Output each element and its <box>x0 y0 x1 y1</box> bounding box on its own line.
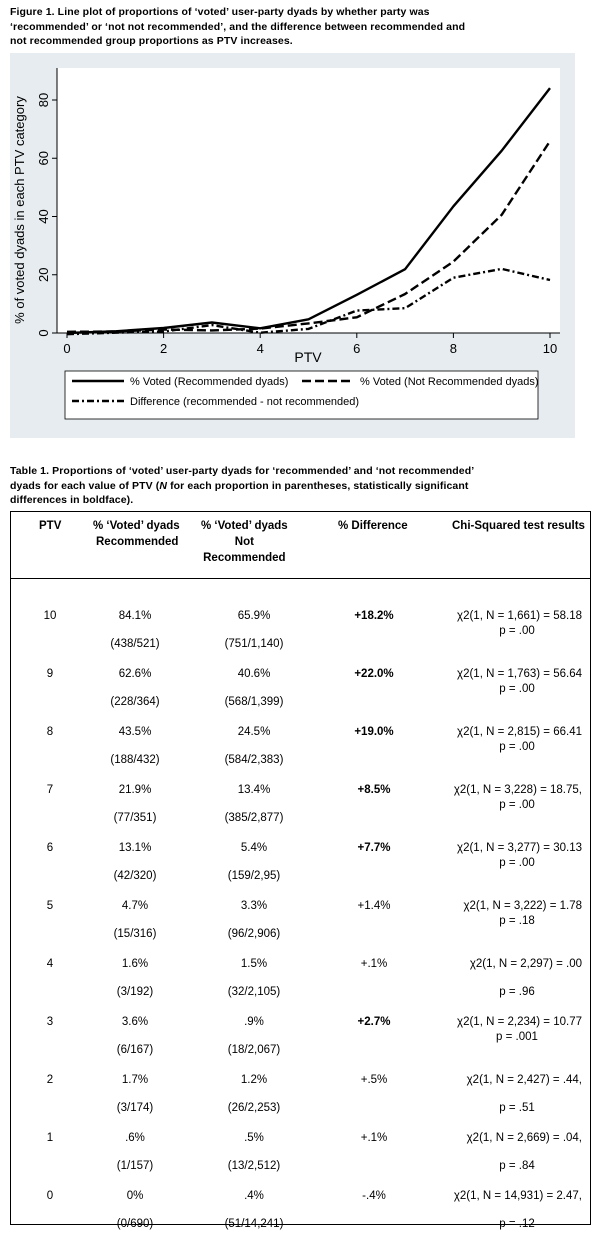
cell-rec-n: (438/521) <box>110 638 160 650</box>
chi-squared-result <box>412 783 582 813</box>
header-chi-squared: Chi-Squared test results <box>452 520 585 532</box>
chi-squared-statistic: χ2(1, N = 2,669) = .04, <box>466 1132 582 1144</box>
cell-notrec: 1.2% <box>240 1074 268 1086</box>
cell-notrec: 5.4% <box>240 842 268 854</box>
cell-diff: -.4% <box>362 1190 386 1202</box>
x-tick-label: 10 <box>542 341 558 356</box>
p-value: p = .12 <box>499 1218 535 1230</box>
y-tick-label: 80 <box>36 92 51 108</box>
cell-diff: +22.0% <box>354 668 394 680</box>
x-tick-label: 0 <box>63 341 71 356</box>
cell-diff: +8.5% <box>357 784 391 796</box>
cell-ptv: 4 <box>46 958 54 970</box>
cell-rec: 43.5% <box>118 726 152 738</box>
chi-squared-statistic: χ2(1, N = 2,234) = 10.77 <box>457 1016 582 1028</box>
cell-rec: 3.6% <box>121 1016 149 1028</box>
chi-squared-result <box>412 841 582 871</box>
y-ticks <box>36 93 57 337</box>
x-tick-label: 8 <box>449 341 458 356</box>
cell-notrec-n: (96/2,906) <box>227 928 281 940</box>
chi-squared-statistic: χ2(1, N = 2,427) = .44, <box>466 1074 582 1086</box>
cell-rec-n: (3/192) <box>116 986 154 998</box>
cell-ptv: 0 <box>46 1190 54 1202</box>
chi-squared-statistic: χ2(1, N = 2,297) = .00 <box>469 958 582 970</box>
y-tick-label: 40 <box>36 209 51 224</box>
chi-squared-statistic: χ2(1, N = 3,277) = 30.13 <box>457 842 582 854</box>
cell-ptv: 6 <box>46 842 54 854</box>
header-notrec-line3: Recommended <box>203 552 286 564</box>
cell-rec-n: (1/157) <box>116 1160 154 1172</box>
p-value: p = .00 <box>499 683 535 695</box>
line-chart <box>10 53 575 438</box>
table-caption <box>10 464 475 508</box>
y-axis-label: % of voted dyads in each PTV category <box>12 96 27 324</box>
figure-caption <box>10 5 475 49</box>
chi-squared-result <box>412 1015 582 1045</box>
cell-notrec-n: (584/2,383) <box>224 754 284 766</box>
cell-diff: +1.4% <box>357 900 391 912</box>
cell-rec: 62.6% <box>118 668 152 680</box>
cell-rec-n: (0/690) <box>116 1218 154 1230</box>
chi-squared-statistic: χ2(1, N = 1,661) = 58.18 <box>457 610 582 622</box>
cell-rec-n: (228/364) <box>110 696 160 708</box>
cell-rec: 1.7% <box>121 1074 149 1086</box>
cell-notrec: .4% <box>244 1190 264 1202</box>
cell-ptv: 1 <box>46 1132 54 1144</box>
cell-diff: +.1% <box>360 1132 388 1144</box>
cell-notrec: .5% <box>244 1132 264 1144</box>
x-tick-label: 6 <box>353 341 361 356</box>
cell-rec: 21.9% <box>118 784 152 796</box>
cell-rec-n: (15/316) <box>113 928 157 940</box>
header-notrec-line1: % ‘Voted’ dyads <box>201 520 288 532</box>
cell-ptv: 3 <box>46 1016 54 1028</box>
chi-squared-result <box>412 667 582 697</box>
p-value: p = .00 <box>499 857 535 869</box>
x-tick-label: 2 <box>159 341 168 356</box>
cell-ptv: 2 <box>46 1074 54 1086</box>
p-value: p = .001 <box>496 1031 538 1043</box>
table-caption-n-symbol: N <box>159 479 168 492</box>
cell-notrec: 40.6% <box>237 668 271 680</box>
cell-notrec-n: (568/1,399) <box>224 696 284 708</box>
header-recommended-line2: Recommended <box>96 536 179 548</box>
cell-notrec-n: (26/2,253) <box>227 1102 281 1114</box>
chi-squared-result <box>412 1073 582 1116</box>
legend <box>65 371 539 419</box>
results-table <box>10 511 591 1230</box>
chi-squared-result <box>412 1131 582 1174</box>
cell-diff: +19.0% <box>354 726 394 738</box>
header-rule <box>11 578 590 579</box>
cell-ptv: 7 <box>46 784 54 796</box>
cell-rec-n: (3/174) <box>116 1102 154 1114</box>
p-value: p = .00 <box>499 625 535 637</box>
cell-notrec: 13.4% <box>237 784 271 796</box>
p-value: p = .84 <box>499 1160 535 1172</box>
header-ptv: PTV <box>39 520 62 532</box>
y-tick-label: 0 <box>36 329 51 337</box>
cell-ptv: 8 <box>46 726 54 738</box>
cell-ptv: 10 <box>43 610 57 622</box>
cell-notrec-n: (18/2,067) <box>227 1044 281 1056</box>
cell-notrec-n: (51/14,241) <box>224 1218 284 1230</box>
cell-notrec: 1.5% <box>240 958 268 970</box>
header-notrec-line2: Not <box>234 536 254 548</box>
y-tick-label: 20 <box>36 267 51 282</box>
legend-label-0: % Voted (Recommended dyads) <box>130 376 289 388</box>
chi-squared-statistic: χ2(1, N = 3,222) = 1.78 <box>463 900 582 912</box>
p-value: p = .51 <box>499 1102 535 1114</box>
cell-notrec: 3.3% <box>240 900 268 912</box>
cell-diff: +7.7% <box>357 842 391 854</box>
cell-diff: +.5% <box>360 1074 388 1086</box>
chi-squared-statistic: χ2(1, N = 3,228) = 18.75, <box>453 784 582 796</box>
cell-diff: +2.7% <box>357 1016 391 1028</box>
header-recommended <box>93 518 180 550</box>
header-recommended-line1: % ‘Voted’ dyads <box>93 520 180 532</box>
p-value: p = .00 <box>499 741 535 753</box>
cell-rec: 13.1% <box>118 842 152 854</box>
x-axis-label: PTV <box>294 349 322 365</box>
chi-squared-result <box>412 957 582 1000</box>
chi-squared-result <box>412 1189 582 1232</box>
cell-rec-n: (188/432) <box>110 754 160 766</box>
figure-panel <box>10 53 575 438</box>
y-tick-label: 60 <box>36 151 51 166</box>
figure-caption-text: Figure 1. Line plot of proportions of ‘voted’ user-party dyads by whether party was ‘recommended’ or ‘not not recommended’, and the difference between recommended and not recommended group proportions as PTV increases. <box>10 6 466 47</box>
cell-ptv: 5 <box>46 900 54 912</box>
cell-notrec: 65.9% <box>237 610 271 622</box>
cell-rec-n: (6/167) <box>116 1044 154 1056</box>
plot-area <box>57 68 560 333</box>
cell-diff: +.1% <box>360 958 388 970</box>
header-not-recommended <box>201 518 288 566</box>
cell-rec-n: (42/320) <box>113 870 157 882</box>
p-value: p = .00 <box>499 799 535 811</box>
cell-rec: 0% <box>126 1190 144 1202</box>
cell-notrec-n: (751/1,140) <box>224 638 284 650</box>
cell-rec: 4.7% <box>121 900 149 912</box>
header-difference: % Difference <box>338 520 408 532</box>
cell-notrec-n: (159/2,95) <box>227 870 281 882</box>
p-value: p = .18 <box>499 915 535 927</box>
cell-notrec: 24.5% <box>237 726 271 738</box>
table-caption-part2: for each proportion in parentheses, statistically significant differences in boldface). <box>10 479 469 506</box>
cell-notrec: .9% <box>244 1016 264 1028</box>
cell-notrec-n: (13/2,512) <box>227 1160 281 1172</box>
cell-notrec-n: (385/2,877) <box>224 812 284 824</box>
legend-label-1: % Voted (Not Recommended dyads) <box>360 376 539 388</box>
cell-rec-n: (77/351) <box>113 812 157 824</box>
cell-rec: .6% <box>125 1132 145 1144</box>
cell-rec: 84.1% <box>118 610 152 622</box>
x-tick-label: 4 <box>256 341 264 356</box>
chi-squared-statistic: χ2(1, N = 1,763) = 56.64 <box>457 668 582 680</box>
cell-ptv: 9 <box>46 668 54 680</box>
p-value: p = .96 <box>499 986 535 998</box>
chi-squared-result <box>412 725 582 755</box>
chi-squared-statistic: χ2(1, N = 14,931) = 2.47, <box>453 1190 582 1202</box>
chi-squared-result <box>412 899 582 929</box>
chi-squared-result <box>412 609 582 639</box>
cell-notrec-n: (32/2,105) <box>227 986 281 998</box>
cell-diff: +18.2% <box>354 610 394 622</box>
chi-squared-statistic: χ2(1, N = 2,815) = 66.41 <box>457 726 582 738</box>
cell-rec: 1.6% <box>121 958 149 970</box>
legend-label-2: Difference (recommended - not recommended) <box>130 396 360 408</box>
table-caption-part1: Table 1. Proportions of ‘voted’ user-party dyads for ‘recommended’ and ‘not recommended’ dyads for each value of PTV ( <box>10 465 474 492</box>
